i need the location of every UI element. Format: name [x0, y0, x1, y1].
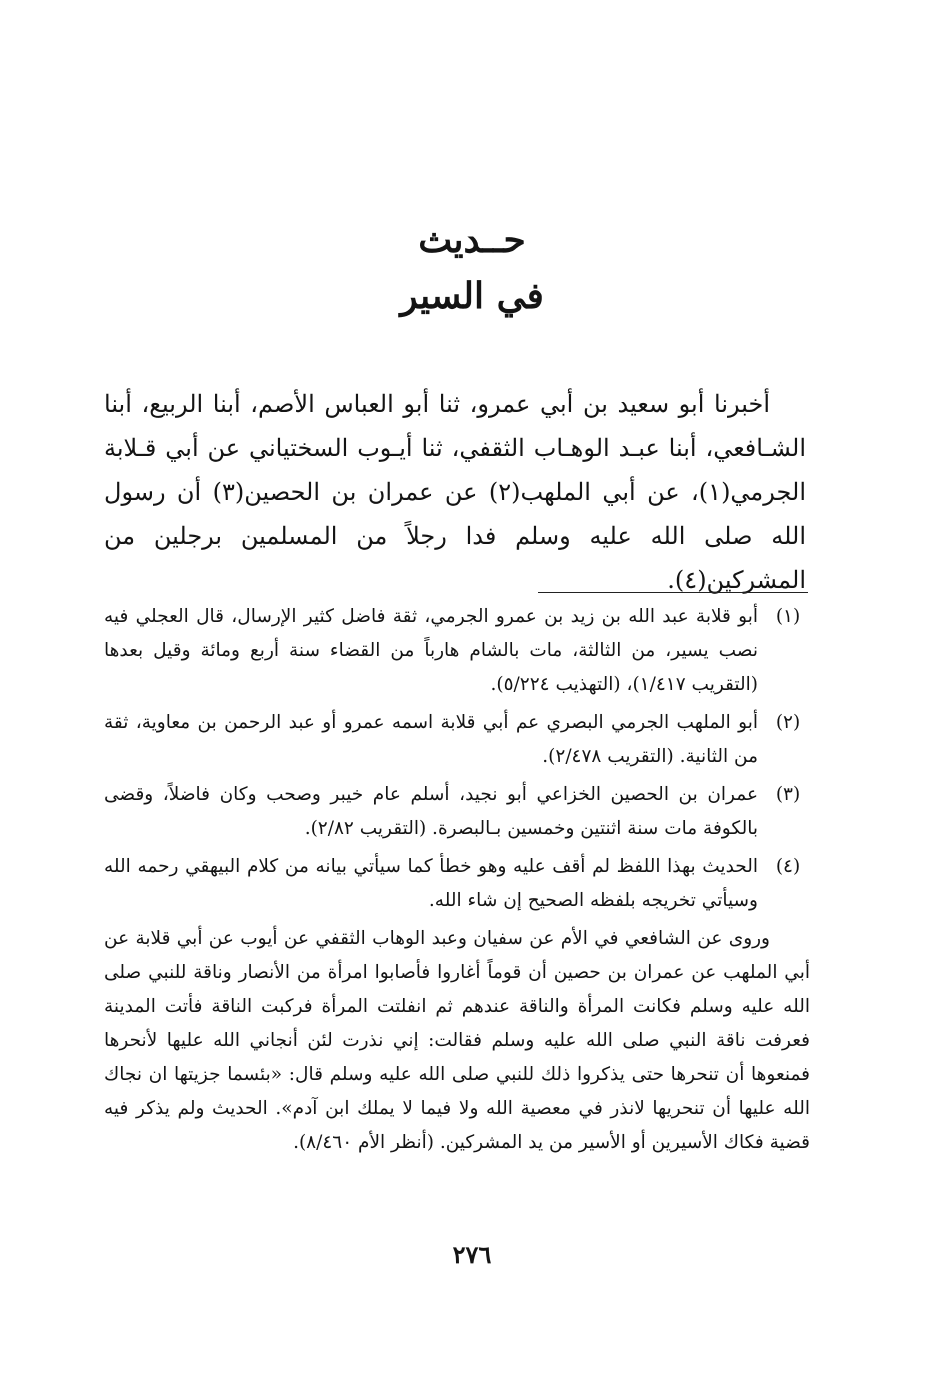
heading-line-2: في السير: [400, 275, 544, 317]
footnote-number: (٤): [775, 856, 801, 877]
footnote-continuation: وروى عن الشافعي في الأم عن سفيان وعبد الوهاب الثقفي عن أيوب عن أبي قلابة عن أبي الملهب عن عمران بن حصين أن قوماً أغاروا فأصابوا امرأة من الأنصار وناقة للنبي صلى الله عليه وسلم فكانت المرأة والناقة عندهم ثم انفلتت المرأة فركبت الناقة فأتت المدينة فعرفت ناقة النبي صلى الله عليه وسلم فقالت: إني نذرت لئن أنجاني الله عليها لأنحرها فمنعوها أن تنحرها حتى يذكروا ذلك للنبي صلى الله عليه وسلم قال: «بئسما جزيتها ان نجاك الله عليها أن تنحريها لانذر في معصية الله ولا فيما لا يملك ابن آدم». الحديث ولم يذكر فيه قضية فكاك الأسيرين أو الأسير من يد المشركين. (أنظر الأم ٨/٤٦٠).: [104, 928, 810, 1153]
footnote-number: (١): [775, 606, 801, 627]
footnote-text: أبو قلابة عبد الله بن زيد بن عمرو الجرمي، ثقة فاضل كثير الإرسال، قال العجلي فيه نصب يسير، من الثالثة، مات بالشام هارباً من القضاء سنة أربع ومائة وقيل بعدها (التقريب ١/٤١٧)، (التهذيب ٥/٢٢٤).: [104, 606, 758, 695]
heading: [0, 212, 944, 324]
footnote-3: [104, 778, 810, 846]
hadith-paragraph: أخبرنا أبو سعيد بن أبي عمرو، ثنا أبو العباس الأصم، أبنا الربيع، أبنا الشـافعي، أبنا عبـد الوهـاب الثقفي، ثنا أيـوب السختياني عن أبي قـلابة الجرمي(١)، عن أبي الملهب(٢) عن عمران بن الحصين(٣) أن رسول الله صلى الله عليه وسلم فدا رجلاً من المسلمين برجلين من المشركين(٤).: [104, 390, 806, 594]
footnote-divider: [538, 592, 808, 593]
heading-line-1: حــديث: [418, 219, 526, 261]
footnote-text: أبو الملهب الجرمي البصري عم أبي قلابة اسمه عمرو أو عبد الرحمن بن معاوية، ثقة من الثانية. (التقريب ٢/٤٧٨).: [104, 712, 758, 767]
hadith-text: [104, 382, 806, 602]
footnote-number: (٢): [775, 712, 801, 733]
footnote-text: عمران بن الحصين الخزاعي أبو نجيد، أسلم عام خيبر وصحب وكان فاضلاً، وقضى بالكوفة مات سنة اثنتين وخمسين بـالبصرة. (التقريب ٢/٨٢).: [104, 784, 758, 839]
footnote-number: (٣): [775, 784, 801, 805]
footnote-1: [104, 600, 810, 702]
page-number: ٢٧٦: [452, 1240, 492, 1269]
footnote-2: [104, 706, 810, 774]
footnotes: [104, 600, 810, 1160]
footnote-text: الحديث بهذا اللفظ لم أقف عليه وهو خطأ كما سيأتي بيانه من كلام البيهقي رحمه الله وسيأتي تخريجه بلفظه الصحيح إن شاء الله.: [104, 856, 758, 911]
footnote-4: [104, 850, 810, 918]
